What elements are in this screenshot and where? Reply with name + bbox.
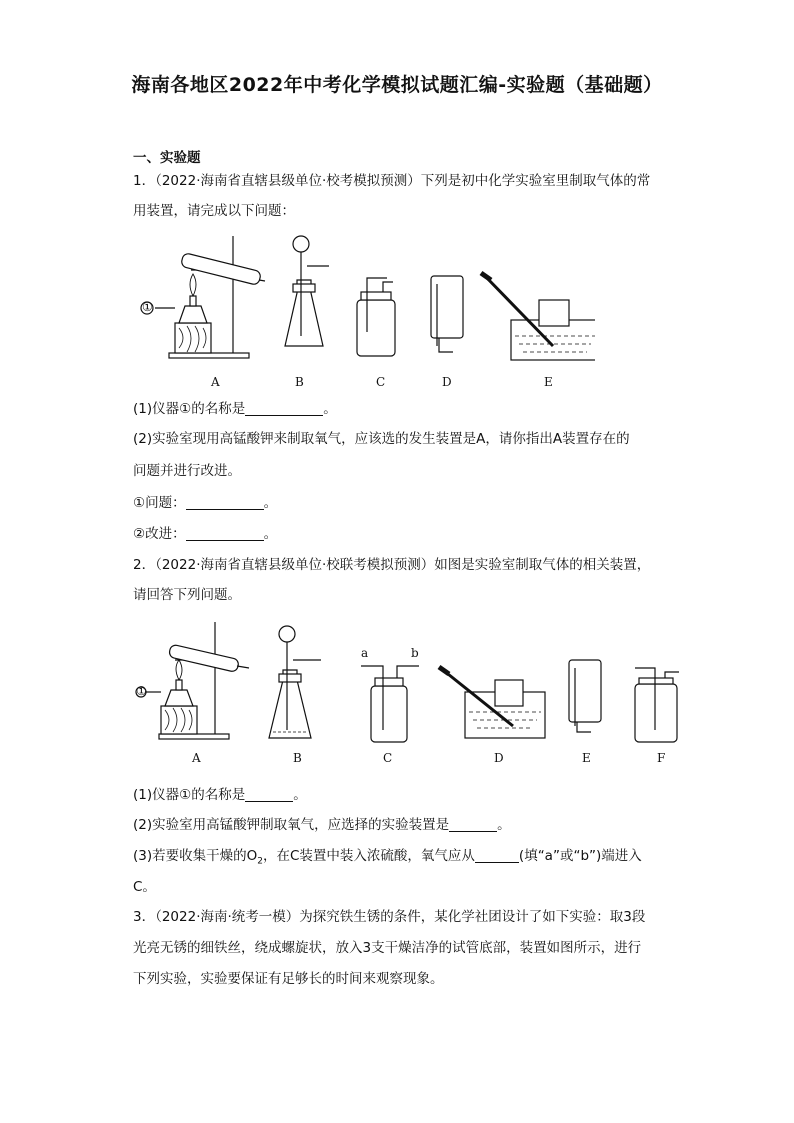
- q2-part-1: (1)仪器①的名称是 。: [133, 787, 307, 803]
- q1-label-c: C: [376, 375, 386, 389]
- q2-answer-blank-3[interactable]: [475, 848, 519, 863]
- q1-apparatus-figure: [135, 228, 595, 368]
- q2-port-b: b: [411, 646, 419, 660]
- q2-port-a: a: [361, 646, 369, 660]
- q1-label-e: E: [544, 375, 553, 389]
- q1-marker-1: ①: [142, 300, 153, 314]
- q2-label-d: D: [494, 751, 504, 765]
- q1-part-2-line-2: 问题并进行改进。: [133, 463, 241, 479]
- q1-part-1: (1)仪器①的名称是 。: [133, 401, 337, 417]
- q2-label-c: C: [383, 751, 393, 765]
- q1-improve: ②改进： 。: [133, 526, 278, 542]
- q2-part-2: (2)实验室用高锰酸钾制取氧气，应选择的实验装置是 。: [133, 817, 511, 833]
- q2-label-a: A: [192, 751, 201, 765]
- q1-answer-blank-1[interactable]: [245, 401, 323, 416]
- q1-label-b: B: [295, 375, 304, 389]
- q1-stem-line-2: 用装置，请完成以下问题：: [133, 203, 295, 219]
- q3-stem-line-2: 光亮无锈的细铁丝，绕成螺旋状，放入3支干燥洁净的试管底部，装置如图所示，进行: [133, 940, 642, 956]
- q1-answer-blank-2[interactable]: [186, 495, 264, 510]
- q2-stem-line-1: 2．（2022·海南省直辖县级单位·校联考模拟预测）如图是实验室制取气体的相关装置，: [133, 557, 651, 573]
- q2-stem-line-2: 请回答下列问题。: [133, 587, 241, 603]
- q1-problem: ①问题： 。: [133, 495, 278, 511]
- q2-label-e: E: [582, 751, 591, 765]
- section-heading: 一、实验题: [133, 150, 201, 166]
- q1-stem-line-1: 1．（2022·海南省直辖县级单位·校考模拟预测）下列是初中化学实验室里制取气体的常: [133, 173, 651, 189]
- q2-label-f: F: [657, 751, 666, 765]
- q2-part-3-line-1: (3)若要收集干燥的$O_2$，在C装置中装入浓硫酸，氧气应从 (填“a”或“b”)端进入: [133, 848, 642, 867]
- q1-label-d: D: [442, 375, 452, 389]
- q1-answer-blank-3[interactable]: [186, 526, 264, 541]
- q1-label-a: A: [211, 375, 220, 389]
- page-title: 海南各地区2022年中考化学模拟试题汇编-实验题（基础题）: [131, 74, 663, 96]
- q2-apparatus-figure: [135, 620, 685, 745]
- q3-stem-line-1: 3．（2022·海南·统考一模）为探究铁生锈的条件，某化学社团设计了如下实验：取3段: [133, 909, 646, 925]
- q3-stem-line-3: 下列实验，实验要保证有足够长的时间来观察现象。: [133, 971, 444, 987]
- q2-label-b: B: [293, 751, 302, 765]
- q2-part-3-line-2: C。: [133, 879, 156, 895]
- q1-part-2-line-1: (2)实验室现用高锰酸钾来制取氧气，应该选的发生装置是A，请你指出A装置存在的: [133, 431, 630, 447]
- q2-marker-1: ①: [136, 684, 147, 698]
- q2-answer-blank-1[interactable]: [245, 787, 293, 802]
- q2-answer-blank-2[interactable]: [449, 817, 497, 832]
